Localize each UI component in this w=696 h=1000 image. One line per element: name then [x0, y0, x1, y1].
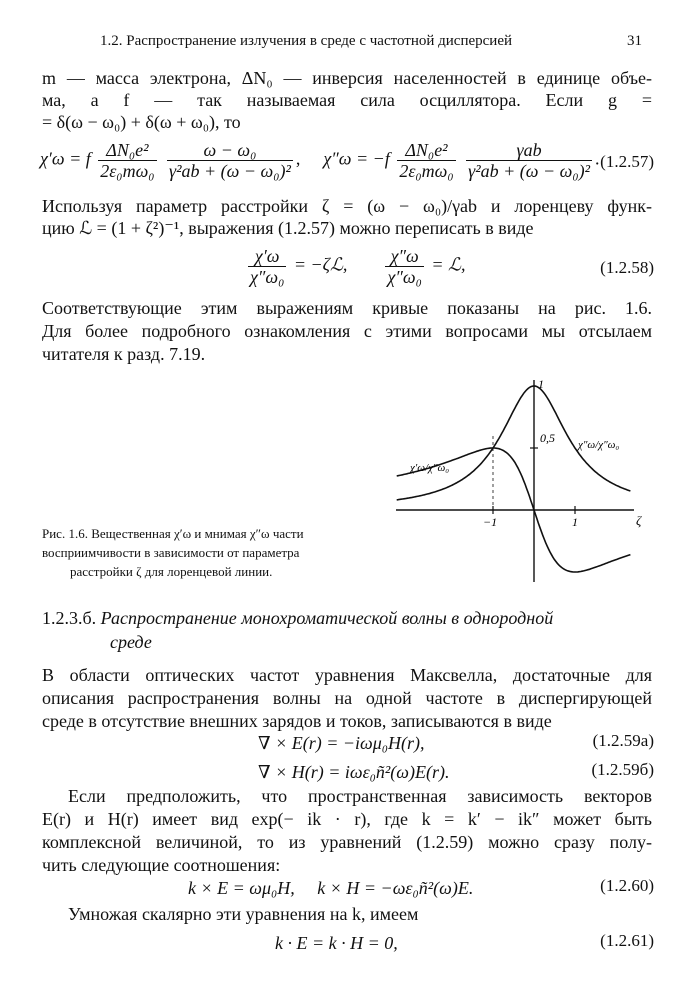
para2-line2: цию ℒ = (1 + ζ²)⁻¹, выражения (1.2.57) можно переписать в виде [42, 218, 534, 238]
tick-y1: 1 [538, 377, 544, 391]
eq58-n1: χ′ω [248, 246, 286, 267]
eq58-r2: = ℒ, [431, 254, 466, 275]
para2-line1: Используя параметр расстройки ζ = (ω − ω₀)/γab и лоренцеву функ- [42, 196, 652, 216]
tick-x1: 1 [572, 515, 578, 529]
real-part-curve-point [533, 509, 534, 510]
para4-line2: описания распространения волны на одной частоте в диспергирующей [42, 688, 652, 708]
imaginary-part-curve-point [595, 471, 596, 472]
label-real: χ′ω/χ″ω₀ [410, 462, 450, 474]
equation-1-2-59b: ∇ × H(r) = iωε₀ñ²(ω)E(r). [258, 762, 450, 782]
para5-line1: Если предположить, что пространственная зависимость векторов [68, 786, 652, 806]
para5-line2: E(r) и H(r) имеет вид exp(− ik · r), где k = k′ − ik″ может быть [42, 809, 652, 829]
eq58-n2: χ″ω [385, 246, 423, 267]
eq58-frac1 [248, 246, 286, 287]
eq57-den2b: γ²ab + (ω − ω₀)² [468, 161, 590, 181]
equation-1-2-61: k · E = k · H = 0, [275, 933, 398, 953]
eq57-lhs1: χ′ω = f [40, 148, 91, 169]
para5-line4: чить следующие соотношения: [42, 855, 281, 875]
equation-1-2-59a: ∇ × E(r) = −iωμ₀H(r), [258, 733, 425, 753]
para1-line2: ма, а f — так называемая сила осциллятора. Если g = [42, 90, 652, 110]
eq61-number: (1.2.61) [600, 931, 654, 950]
eq57-end: . [594, 148, 600, 169]
figure-caption-line3: расстройки ζ для лоренцевой линии. [70, 564, 273, 579]
eq57-frac1 [98, 140, 156, 181]
tick-xm1: −1 [483, 515, 498, 529]
figure-caption-line2: восприимчивости в зависимости от параметра [42, 545, 300, 560]
eq57-num1a: ΔN₀e² [98, 140, 156, 161]
eq58-number: (1.2.58) [600, 258, 654, 277]
section-heading-line2: среде [110, 632, 152, 652]
para1-line1: m — масса электрона, ΔN₀ — инверсия населенностей в единице объе- [42, 68, 652, 88]
page-number: 31 [627, 33, 642, 49]
running-head-title: 1.2. Распространение излучения в среде с частотной дисперсией [100, 33, 513, 49]
imaginary-part-curve-point [451, 485, 452, 486]
eq58-d2: χ″ω₀ [387, 267, 422, 287]
para3-line2: Для более подробного ознакомления с этими вопросами мы отсылаем [42, 321, 652, 341]
eq57-lhs2: χ″ω = −f [323, 148, 390, 169]
imaginary-part-curve-point [574, 447, 575, 448]
eq57-num2a: ΔN₀e² [397, 140, 455, 161]
real-part-curve-point [574, 571, 575, 572]
eq58-frac2 [385, 246, 423, 287]
imaginary-part-curve-point [554, 410, 555, 411]
eq57-sep: , [295, 148, 301, 169]
eq58-r1: = −ζℒ, [293, 254, 348, 275]
figure-caption-line1: Рис. 1.6. Вещественная χ′ω и мнимая χ″ω части [42, 526, 304, 541]
eq57-den1a: 2ε₀mω₀ [100, 161, 155, 181]
para3-line3: читателя к разд. 7.19. [42, 344, 206, 364]
para5-line3: комплексной величиной, то из уравнений (1.2.59) можно сразу полу- [42, 832, 652, 852]
imaginary-part-curve-point [533, 385, 534, 386]
eq59a-number: (1.2.59а) [592, 731, 654, 750]
section-title: Распространение монохроматической волны в однородной [100, 608, 554, 628]
real-part-curve-point [492, 447, 493, 448]
equation-1-2-60: k × E = ωμ₀H, k × H = −ωε₀ñ²(ω)E. [188, 878, 474, 898]
running-head [40, 33, 656, 55]
eq57-frac2 [167, 140, 293, 181]
eq60-number: (1.2.60) [600, 876, 654, 895]
imaginary-part-curve-point [472, 471, 473, 472]
imaginary-part-curve-point [513, 410, 514, 411]
label-imag: χ″ω/χ″ω₀ [578, 439, 620, 451]
real-part-curve-point [615, 559, 616, 560]
real-part-curve-point [513, 460, 514, 461]
eq57-frac3 [397, 140, 455, 181]
section-number: 1.2.3.б. [42, 608, 97, 628]
eq58-d1: χ″ω₀ [250, 267, 285, 287]
eq57-frac4 [466, 140, 592, 181]
para6-line1: Умножая скалярно эти уравнения на k, имеем [68, 904, 419, 924]
para3-line1: Соответствующие этим выражениям кривые показаны на рис. 1.6. [42, 298, 652, 318]
section-heading-line1 [42, 606, 553, 630]
real-part-curve-point [554, 559, 555, 560]
eq57-den1b: γ²ab + (ω − ω₀)² [169, 161, 291, 181]
real-part-curve-point [472, 452, 473, 453]
real-part-curve-point [595, 567, 596, 568]
eq57-den2a: 2ε₀mω₀ [399, 161, 454, 181]
equation-1-2-57 [40, 140, 599, 181]
real-part-curve-point [451, 460, 452, 461]
para4-line3: среде в отсутствие внешних зарядов и токов, записываются в виде [42, 711, 552, 731]
eq57-num2b: γab [466, 140, 592, 161]
eq59b-number: (1.2.59б) [591, 760, 654, 779]
tick-y05: 0,5 [540, 431, 555, 445]
figure-1-6-chart [396, 368, 652, 588]
axis-x-label: ζ [636, 513, 642, 528]
para4-line1: В области оптических частот уравнения Максвелла, достаточные для [42, 665, 652, 685]
eq57-number: (1.2.57) [600, 152, 654, 171]
eq57-num1b: ω − ω₀ [167, 140, 293, 161]
para1-line3: = δ(ω − ω₀) + δ(ω + ω₀), то [42, 112, 241, 132]
imaginary-part-curve-point [410, 497, 411, 498]
imaginary-part-curve-point [615, 485, 616, 486]
equation-1-2-58 [245, 246, 465, 287]
